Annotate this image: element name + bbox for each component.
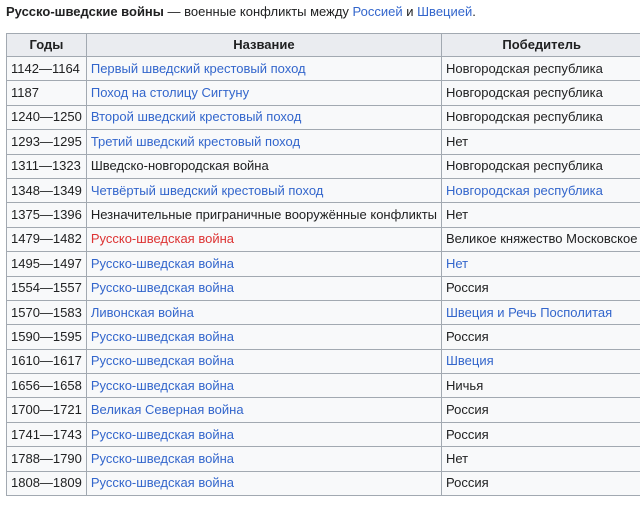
cell-name: [86, 300, 441, 324]
war-name-link[interactable]: Русско-шведская война: [90, 255, 234, 271]
war-name-link[interactable]: Первый шведский крестовый поход: [90, 60, 306, 76]
cell-years: 1808—1809: [7, 471, 87, 495]
cell-winner: [442, 81, 640, 105]
table-header-row: [7, 34, 640, 57]
war-name-link[interactable]: Русско-шведская война: [90, 328, 234, 344]
cell-years: 1495—1497: [7, 252, 87, 276]
header-years[interactable]: Годы: [7, 34, 87, 57]
winner-text: Ничья: [446, 377, 484, 393]
cell-name: [86, 203, 441, 227]
cell-winner: [442, 227, 640, 251]
table-row: [7, 130, 640, 154]
cell-winner: [442, 398, 640, 422]
table-row: [7, 178, 640, 202]
cell-winner: [442, 154, 640, 178]
table-row: [7, 471, 640, 495]
table-body: [7, 57, 640, 496]
cell-winner: [442, 349, 640, 373]
cell-winner: [442, 178, 640, 202]
cell-name: [86, 178, 441, 202]
cell-winner: [442, 447, 640, 471]
table-row: [7, 252, 640, 276]
war-name-text: Незначительные приграничные вооружённые конфликты: [90, 207, 437, 223]
table-row: [7, 300, 640, 324]
war-name-text: Шведско-новгородская война: [90, 158, 269, 174]
cell-years: 1554—1557: [7, 276, 87, 300]
cell-name: [86, 349, 441, 373]
winner-link[interactable]: Новгородская республика: [446, 182, 603, 198]
table-row: [7, 57, 640, 81]
table-row: [7, 105, 640, 129]
table-row: [7, 154, 640, 178]
link-sweden[interactable]: Швецией: [417, 4, 473, 19]
table-row: [7, 374, 640, 398]
cell-winner: [442, 57, 640, 81]
cell-winner: [442, 203, 640, 227]
wars-table: [6, 33, 640, 496]
cell-name: [86, 276, 441, 300]
header-winner[interactable]: Победитель: [442, 34, 640, 57]
winner-text: Россия: [446, 328, 489, 344]
winner-text: Новгородская республика: [446, 158, 603, 174]
war-name-link[interactable]: Русско-шведская война: [90, 450, 234, 466]
link-russia[interactable]: Россией: [352, 4, 403, 19]
cell-name: [86, 105, 441, 129]
winner-text: Нет: [446, 450, 469, 466]
war-name-link[interactable]: Русско-шведская война: [90, 475, 234, 491]
war-name-link[interactable]: Русско-шведская война: [90, 426, 234, 442]
winner-text: Россия: [446, 475, 489, 491]
winner-text: Великое княжество Московское: [446, 231, 638, 247]
intro-title: Русско-шведские войны: [6, 4, 164, 19]
war-name-link[interactable]: Третий шведский крестовый поход: [90, 133, 301, 149]
cell-winner: [442, 252, 640, 276]
cell-years: 1479—1482: [7, 227, 87, 251]
cell-name: [86, 471, 441, 495]
table-row: [7, 325, 640, 349]
cell-name: [86, 447, 441, 471]
cell-years: 1311—1323: [7, 154, 87, 178]
winner-text: Россия: [446, 426, 489, 442]
winner-text: Россия: [446, 280, 489, 296]
war-name-link[interactable]: Великая Северная война: [90, 402, 244, 418]
cell-winner: [442, 276, 640, 300]
cell-years: 1570—1583: [7, 300, 87, 324]
cell-name: [86, 130, 441, 154]
cell-winner: [442, 422, 640, 446]
war-name-link[interactable]: Четвёртый шведский крестовый поход: [90, 182, 324, 198]
cell-winner: [442, 325, 640, 349]
winner-link[interactable]: Швеция и Речь Посполитая: [446, 304, 613, 320]
cell-name: [86, 227, 441, 251]
cell-name: [86, 57, 441, 81]
header-name[interactable]: Название: [86, 34, 441, 57]
cell-years: 1788—1790: [7, 447, 87, 471]
winner-text: Нет: [446, 133, 469, 149]
winner-text: Россия: [446, 402, 489, 418]
cell-years: 1610—1617: [7, 349, 87, 373]
table-row: [7, 398, 640, 422]
war-name-link[interactable]: Ливонская война: [90, 304, 194, 320]
cell-name: [86, 422, 441, 446]
cell-years: 1375—1396: [7, 203, 87, 227]
cell-winner: [442, 471, 640, 495]
table-row: [7, 227, 640, 251]
cell-winner: [442, 374, 640, 398]
winner-link[interactable]: Швеция: [446, 353, 494, 369]
cell-name: [86, 374, 441, 398]
table-row: [7, 81, 640, 105]
cell-years: 1700—1721: [7, 398, 87, 422]
cell-years: 1348—1349: [7, 178, 87, 202]
cell-years: 1590—1595: [7, 325, 87, 349]
intro-text-after: .: [472, 4, 476, 19]
war-name-redlink[interactable]: Русско-шведская война: [90, 231, 234, 247]
intro-text-middle: и: [402, 4, 418, 19]
cell-winner: [442, 105, 640, 129]
war-name-link[interactable]: Второй шведский крестовый поход: [90, 109, 302, 125]
cell-years: 1293—1295: [7, 130, 87, 154]
war-name-link[interactable]: Русско-шведская война: [90, 280, 234, 296]
table-row: [7, 203, 640, 227]
table-row: [7, 447, 640, 471]
intro-text-before: — военные конфликты между: [163, 4, 353, 19]
war-name-link[interactable]: Поход на столицу Сигтуну: [90, 85, 250, 101]
table-row: [7, 349, 640, 373]
cell-years: 1187: [7, 81, 87, 105]
cell-winner: [442, 300, 640, 324]
war-name-link[interactable]: Русско-шведская война: [90, 377, 234, 393]
winner-text: Новгородская республика: [446, 85, 603, 101]
winner-text: Нет: [446, 207, 469, 223]
war-name-link[interactable]: Русско-шведская война: [90, 353, 234, 369]
cell-name: [86, 252, 441, 276]
cell-years: 1741—1743: [7, 422, 87, 446]
table-row: [7, 276, 640, 300]
intro-paragraph: [6, 3, 476, 21]
cell-years: 1656—1658: [7, 374, 87, 398]
cell-name: [86, 398, 441, 422]
cell-winner: [442, 130, 640, 154]
cell-years: 1240—1250: [7, 105, 87, 129]
cell-name: [86, 81, 441, 105]
winner-link[interactable]: Нет: [446, 255, 469, 271]
winner-text: Новгородская республика: [446, 109, 603, 125]
cell-name: [86, 154, 441, 178]
cell-years: 1142—1164: [7, 57, 87, 81]
table-row: [7, 422, 640, 446]
cell-name: [86, 325, 441, 349]
winner-text: Новгородская республика: [446, 60, 603, 76]
